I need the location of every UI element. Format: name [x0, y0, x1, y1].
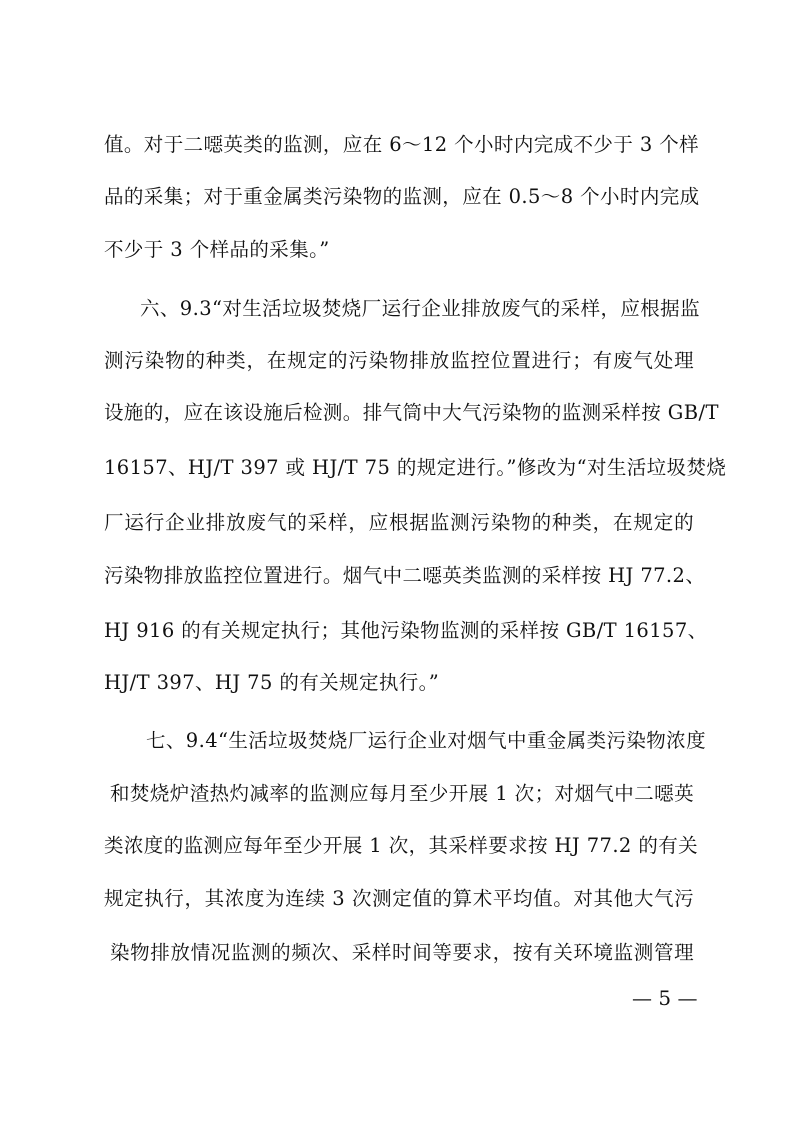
text-line: 染物排放情况监测的频次、采样时间等要求，按有关环境监测管理 [110, 941, 694, 964]
text-line: 值。对于二噁英类的监测，应在 6～12 个小时内完成不少于 3 个样 [104, 133, 700, 156]
text-line: 品的采集；对于重金属类污染物的监测，应在 0.5～8 个小时内完成 [104, 185, 700, 208]
text-line: 厂运行企业排放废气的采样，应根据监测污染物的种类，在规定的 [104, 511, 694, 534]
text-line: 测污染物的种类，在规定的污染物排放监控位置进行；有废气处理 [104, 349, 694, 372]
text-line: 六、9.3“对生活垃圾焚烧厂运行企业排放废气的采样，应根据监 [140, 297, 700, 320]
text-line: 不少于 3 个样品的采集。” [104, 238, 330, 261]
text-line: 规定执行，其浓度为连续 3 次测定值的算术平均值。对其他大气污 [104, 887, 694, 910]
text-line: HJ/T 397、HJ 75 的有关规定执行。” [104, 671, 440, 694]
text-line: 类浓度的监测应每年至少开展 1 次，其采样要求按 HJ 77.2 的有关 [104, 834, 699, 857]
text-line: 16157、HJ/T 397 或 HJ/T 75 的规定进行。”修改为“对生活垃圾焚烧 [104, 456, 727, 479]
page-number: — 5 — [632, 986, 698, 1010]
text-line: 和焚烧炉渣热灼减率的监测应每月至少开展 1 次；对烟气中二噁英 [110, 782, 694, 805]
text-line: HJ 916 的有关规定执行；其他污染物监测的采样按 GB/T 16157、 [104, 619, 708, 642]
text-line: 设施的，应在该设施后检测。排气筒中大气污染物的监测采样按 GB/T [104, 401, 719, 424]
text-line: 污染物排放监控位置进行。烟气中二噁英类监测的采样按 HJ 77.2、 [104, 564, 706, 587]
text-line: 七、9.4“生活垃圾焚烧厂运行企业对烟气中重金属类污染物浓度 [146, 729, 706, 752]
